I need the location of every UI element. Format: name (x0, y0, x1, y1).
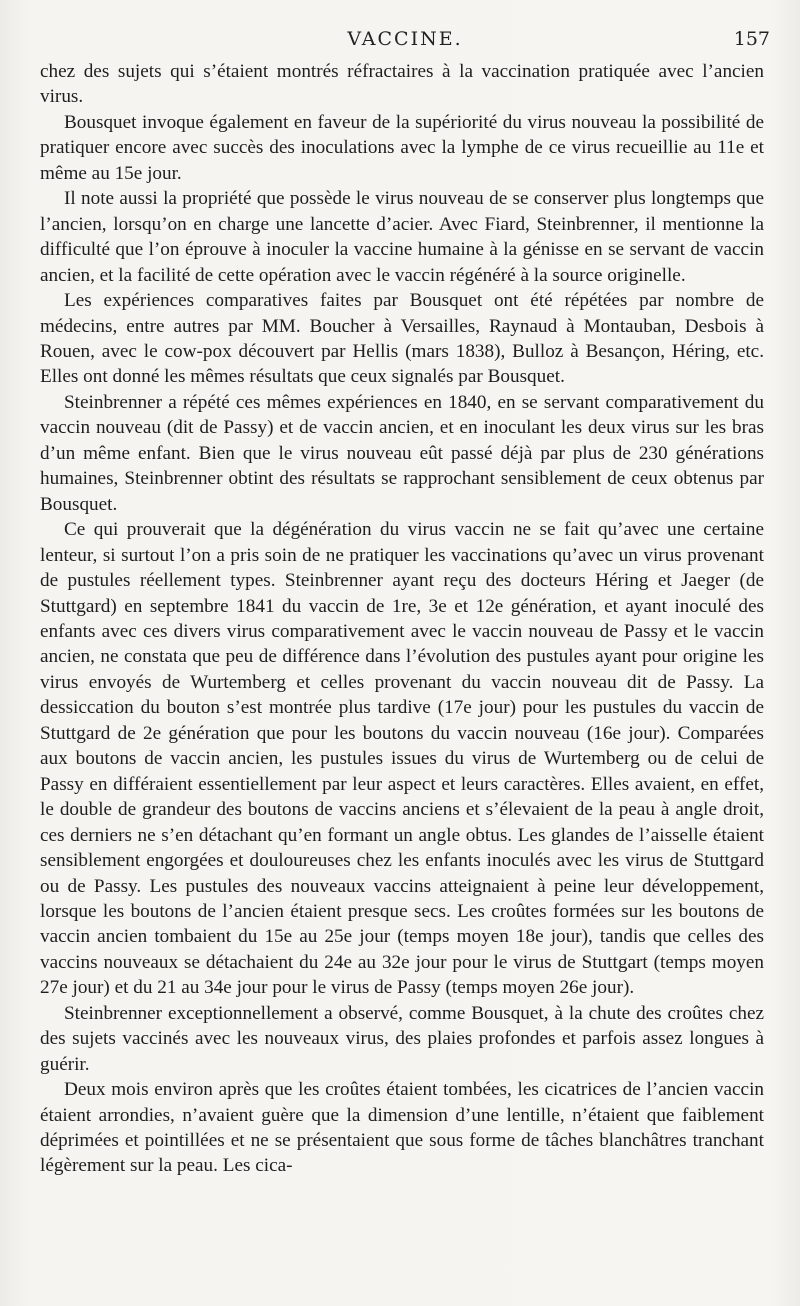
paragraph: Deux mois environ après que les croûtes étaient tombées, les cicatrices de l’ancien vaccin étaient arrondies, n’avaient guère que la dimension d’une lentille, n’étaient que faiblement déprimées et pointillées et ne se présentaient que sous forme de tâches blanchâtres tranchant légèrement sur la peau. Les cica- (40, 1079, 764, 1177)
paragraph: Steinbrenner exceptionnellement a observé, comme Bousquet, à la chute des croûtes chez des sujets vaccinés avec les nouveaux virus, des plaies profondes et parfois assez longues à guérir. (40, 1002, 764, 1075)
paragraph: Il note aussi la propriété que possède le virus nouveau de se conserver plus longtemps que l’ancien, lorsqu’on en charge une lancette d’acier. Avec Fiard, Steinbrenner, il mentionne la difficulté que l’on éprouve à inoculer la vaccine humaine à la génisse en se servant de vaccin ancien, et la facilité de cette opération avec le vaccin régénéré à la source originelle. (40, 188, 764, 286)
running-title: VACCINE. (347, 28, 463, 50)
paragraph: Bousquet invoque également en faveur de la supériorité du virus nouveau la possibilité de pratiquer encore avec succès des inoculations avec la lymphe de ce virus recueillie au 11e et même au 15e jour. (40, 111, 764, 184)
paragraph: chez des sujets qui s’étaient montrés réfractaires à la vaccination pratiquée avec l’ancien virus. (40, 61, 764, 108)
paragraph: Steinbrenner a répété ces mêmes expériences en 1840, en se servant comparativement du vaccin nouveau (dit de Passy) et de vaccin ancien, et en inoculant les deux virus sur les bras d’un même enfant. Bien que le virus nouveau eût passé déjà par plus de 230 générations humaines, Steinbrenner obtint des résultats se rapprochant sensiblement de ceux obtenus par Bousquet. (40, 391, 764, 515)
text-body (40, 59, 764, 1179)
paragraph: Les expériences comparatives faites par Bousquet ont été répétées par nombre de médecins, entre autres par MM. Boucher à Versailles, Raynaud à Montauban, Desbois à Rouen, avec le cow-pox découvert par Hellis (mars 1838), Bulloz à Besançon, Héring, etc. Elles ont donné les mêmes résultats que ceux signalés par Bousquet. (40, 290, 764, 388)
page-number: 157 (733, 28, 770, 50)
paragraph: Ce qui prouverait que la dégénération du virus vaccin ne se fait qu’avec une certaine lenteur, si surtout l’on a pris soin de ne pratiquer les vaccinations qu’avec un virus provenant de pustules réellement types. Steinbrenner ayant reçu des docteurs Héring et Jaeger (de Stuttgard) en septembre 1841 du vaccin de 1re, 3e et 12e génération, et ayant inoculé des enfants avec ces divers virus comparativement avec le vaccin nouveau de Passy et le vaccin ancien, ne constata que peu de différence dans l’évolution des pustules ayant pour origine les virus envoyés de Wurtemberg et celles provenant du vaccin nouveau dit de Passy. La dessiccation du bouton s’est montrée plus tardive (17e jour) pour les pustules du vaccin de Stuttgard de 2e génération que pour les boutons du vaccin nouveau (16e jour). Comparées aux boutons de vaccin ancien, les pustules issues du virus de Wurtemberg ou de celui de Passy en différaient essentiellement par leur aspect et leurs caractères. Elles avaient, en effet, le double de grandeur des boutons de vaccins anciens et s’élevaient de la peau à angle droit, ces derniers ne s’en détachant qu’en formant un angle obtus. Les glandes de l’aisselle étaient sensiblement engorgées et douloureuses chez les enfants inoculés avec les virus de Stuttgard ou de Passy. Les pustules des nouveaux vaccins atteignaient à peine leur développement, lorsque les boutons de l’ancien étaient presque secs. Les croûtes formées sur les boutons de vaccin ancien tombaient du 15e au 25e jour (temps moyen 18e jour), tandis que celles des vaccins nouveaux se détachaient du 24e au 32e jour pour le virus de Stuttgart (temps moyen 27e jour) et du 21 au 34e jour pour le virus de Passy (temps moyen 26e jour). (40, 519, 764, 999)
running-head (40, 28, 770, 58)
